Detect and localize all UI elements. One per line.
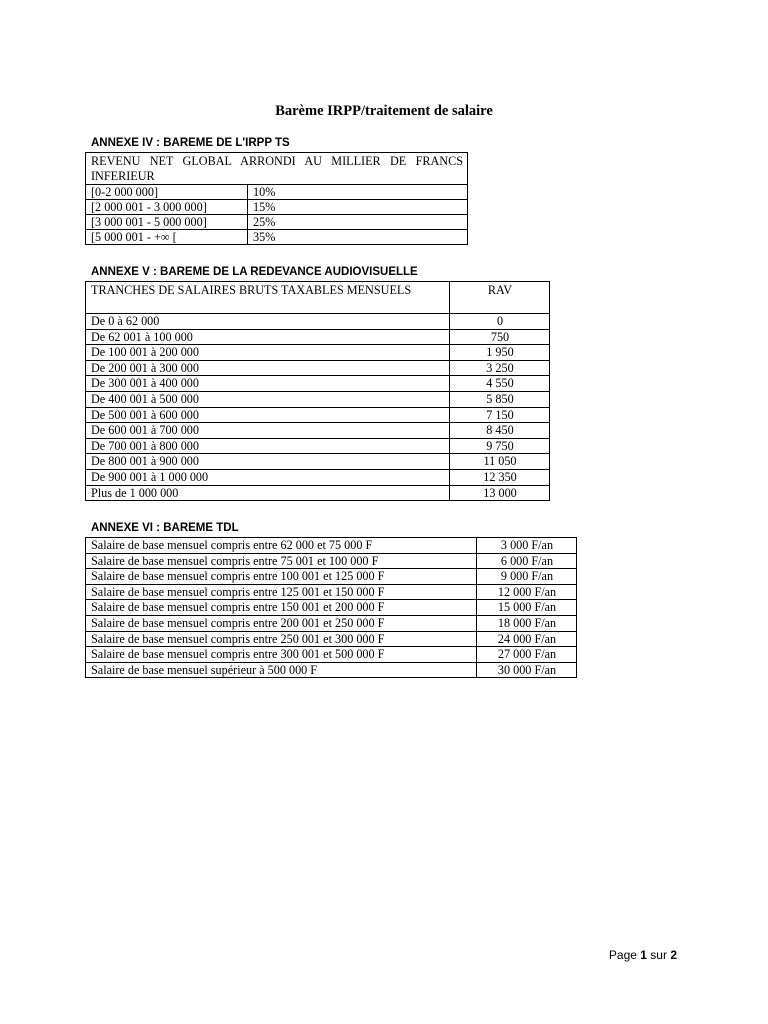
irpp-rate-cell: 10%: [248, 185, 468, 200]
table-row: [86, 485, 550, 501]
table-row: [86, 553, 577, 569]
table-row: [86, 423, 550, 439]
rav-value-cell: 7 150: [450, 407, 550, 423]
table-row: [86, 391, 550, 407]
table-row: [86, 600, 577, 616]
tdl-label-cell: Salaire de base mensuel compris entre 75 001 et 100 000 F: [86, 553, 477, 569]
page-title: Barème IRPP/traitement de salaire: [275, 103, 493, 119]
table-row: [86, 454, 550, 470]
rav-range-cell: De 600 001 à 700 000: [86, 423, 450, 439]
tdl-label-cell: Salaire de base mensuel supérieur à 500 000 F: [86, 662, 477, 678]
tdl-amount-cell: 3 000 F/an: [477, 538, 577, 554]
table-row: [86, 200, 468, 215]
rav-range-cell: De 800 001 à 900 000: [86, 454, 450, 470]
tdl-label-cell: Salaire de base mensuel compris entre 200 001 et 250 000 F: [86, 615, 477, 631]
irpp-header-cell: REVENU NET GLOBAL ARRONDI AU MILLIER DE FRANCS INFERIEUR: [86, 153, 468, 185]
table-row: [86, 230, 468, 245]
footer-page-word: Page: [608, 948, 637, 962]
table-row: [86, 584, 577, 600]
tdl-table: [85, 537, 577, 678]
footer-total-pages: 2: [670, 948, 677, 962]
rav-range-cell: De 300 001 à 400 000: [86, 376, 450, 392]
irpp-range-cell: [3 000 001 - 5 000 000]: [86, 215, 248, 230]
rav-range-cell: De 700 001 à 800 000: [86, 438, 450, 454]
table-row: [86, 569, 577, 585]
tdl-label-cell: Salaire de base mensuel compris entre 300 001 et 500 000 F: [86, 647, 477, 663]
irpp-rate-cell: 35%: [248, 230, 468, 245]
table-row: [86, 360, 550, 376]
footer-page-number: 1: [640, 948, 647, 962]
annexe-vi-heading: ANNEXE VI : BAREME TDL: [91, 522, 239, 534]
rav-value-cell: 0: [450, 314, 550, 330]
irpp-rate-cell: 25%: [248, 215, 468, 230]
rav-range-cell: De 900 001 à 1 000 000: [86, 469, 450, 485]
irpp-header-row: [86, 153, 468, 185]
tdl-label-cell: Salaire de base mensuel compris entre 62 000 et 75 000 F: [86, 538, 477, 554]
rav-value-cell: 5 850: [450, 391, 550, 407]
rav-table: [85, 281, 550, 501]
irpp-range-cell: [5 000 001 - +∞ [: [86, 230, 248, 245]
footer-of-word: sur: [650, 948, 667, 962]
rav-header-right: RAV: [450, 282, 550, 314]
irpp-range-cell: [2 000 001 - 3 000 000]: [86, 200, 248, 215]
rav-range-cell: De 500 001 à 600 000: [86, 407, 450, 423]
table-row: [86, 407, 550, 423]
rav-value-cell: 9 750: [450, 438, 550, 454]
rav-value-cell: 1 950: [450, 345, 550, 361]
rav-header-row: [86, 282, 550, 314]
table-row: [86, 329, 550, 345]
tdl-label-cell: Salaire de base mensuel compris entre 125 001 et 150 000 F: [86, 584, 477, 600]
table-row: [86, 662, 577, 678]
rav-value-cell: 11 050: [450, 454, 550, 470]
table-row: [86, 438, 550, 454]
tdl-amount-cell: 6 000 F/an: [477, 553, 577, 569]
page-footer: [609, 948, 677, 962]
rav-header-left: TRANCHES DE SALAIRES BRUTS TAXABLES MENSUELS: [86, 282, 450, 314]
rav-range-cell: De 62 001 à 100 000: [86, 329, 450, 345]
tdl-amount-cell: 9 000 F/an: [477, 569, 577, 585]
rav-value-cell: 13 000: [450, 485, 550, 501]
table-row: [86, 185, 468, 200]
annexe-iv-heading: ANNEXE IV : BAREME DE L'IRPP TS: [91, 137, 290, 149]
rav-range-cell: De 200 001 à 300 000: [86, 360, 450, 376]
table-row: [86, 469, 550, 485]
rav-range-cell: Plus de 1 000 000: [86, 485, 450, 501]
table-row: [86, 314, 550, 330]
irpp-table: [85, 152, 468, 245]
rav-range-cell: De 100 001 à 200 000: [86, 345, 450, 361]
rav-value-cell: 750: [450, 329, 550, 345]
tdl-label-cell: Salaire de base mensuel compris entre 150 001 et 200 000 F: [86, 600, 477, 616]
tdl-amount-cell: 18 000 F/an: [477, 615, 577, 631]
table-row: [86, 631, 577, 647]
tdl-amount-cell: 30 000 F/an: [477, 662, 577, 678]
rav-value-cell: 12 350: [450, 469, 550, 485]
table-row: [86, 345, 550, 361]
rav-value-cell: 4 550: [450, 376, 550, 392]
tdl-label-cell: Salaire de base mensuel compris entre 100 001 et 125 000 F: [86, 569, 477, 585]
tdl-amount-cell: 15 000 F/an: [477, 600, 577, 616]
rav-range-cell: De 0 à 62 000: [86, 314, 450, 330]
table-row: [86, 215, 468, 230]
tdl-amount-cell: 12 000 F/an: [477, 584, 577, 600]
rav-range-cell: De 400 001 à 500 000: [86, 391, 450, 407]
table-row: [86, 615, 577, 631]
rav-value-cell: 3 250: [450, 360, 550, 376]
table-row: [86, 647, 577, 663]
tdl-amount-cell: 27 000 F/an: [477, 647, 577, 663]
irpp-range-cell: [0-2 000 000]: [86, 185, 248, 200]
annexe-v-heading: ANNEXE V : BAREME DE LA REDEVANCE AUDIOVISUELLE: [91, 266, 418, 278]
tdl-amount-cell: 24 000 F/an: [477, 631, 577, 647]
irpp-rate-cell: 15%: [248, 200, 468, 215]
table-row: [86, 376, 550, 392]
rav-value-cell: 8 450: [450, 423, 550, 439]
table-row: [86, 538, 577, 554]
tdl-label-cell: Salaire de base mensuel compris entre 250 001 et 300 000 F: [86, 631, 477, 647]
